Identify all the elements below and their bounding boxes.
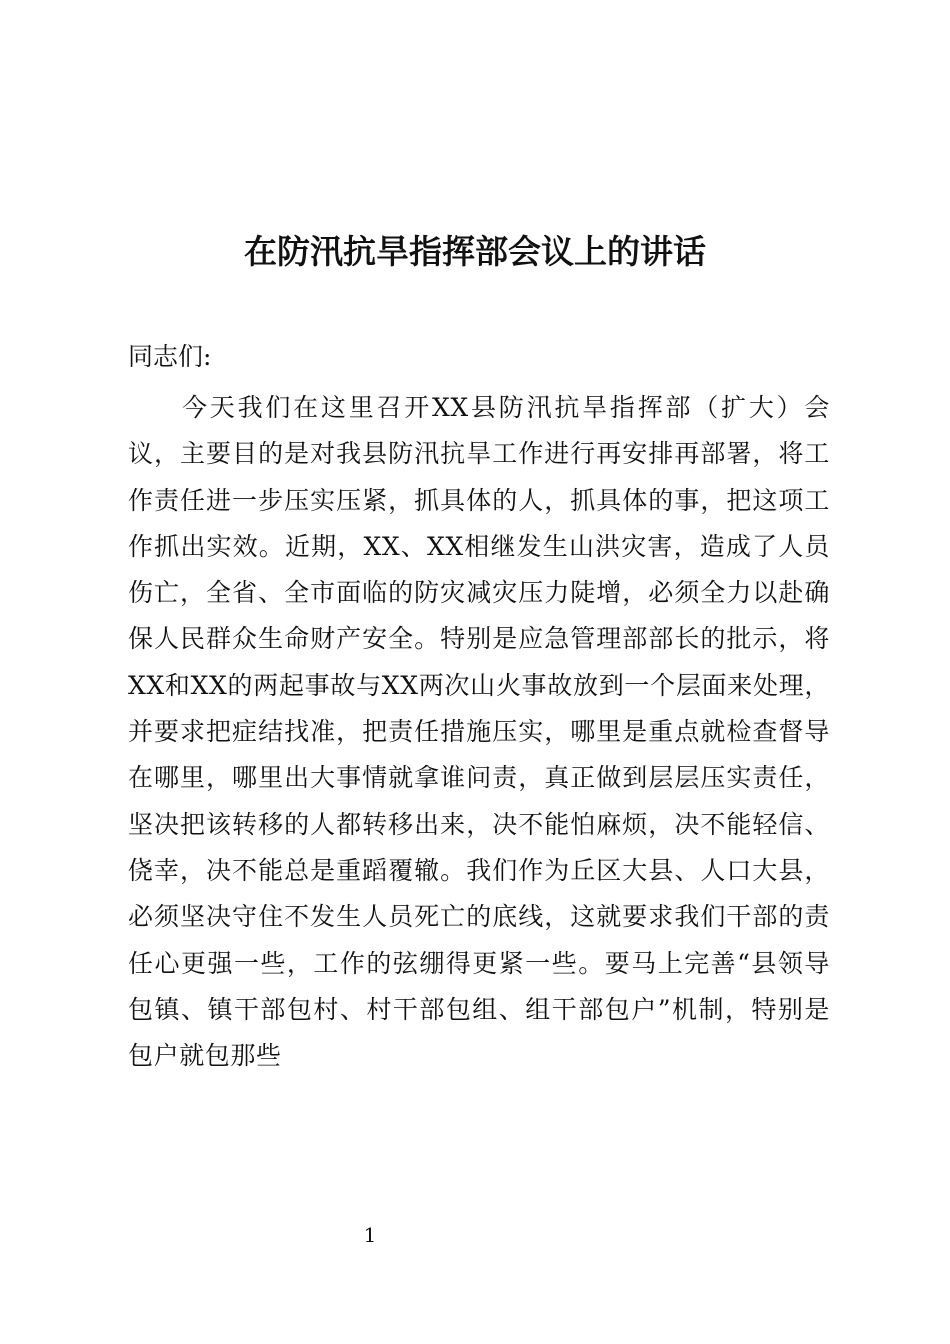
body-paragraph: 今天我们在这里召开XX县防汛抗旱指挥部（扩大）会议，主要目的是对我县防汛抗旱工作进行再安排再部署，将工作责任进一步压实压紧，抓具体的人，抓具体的事，把这项工作抓出实效。近期，XX、XX相继发生山洪灾害，造成了人员伤亡，全省、全市面临的防灾减灾压力陡增，必须全力以赴确保人民群众生命财产安全。特别是应急管理部部长的批示，将XX和XX的两起事故与XX两次山火事故放到一个层面来处理，并要求把症结找准，把责任措施压实，哪里是重点就检查督导在哪里，哪里出大事情就拿谁问责，真正做到层层压实责任，坚决把该转移的人都转移出来，决不能怕麻烦，决不能轻信、侥幸，决不能总是重蹈覆辙。我们作为丘区大县、人口大县，必须坚决守住不发生人员死亡的底线，这就要求我们干部的责任心更强一些，工作的弦绷得更紧一些。要马上完善“县领导包镇、镇干部包村、村干部包组、组干部包户”机制，特别是包户就包那些 <box>128 393 830 1071</box>
page-number: 1 <box>363 1223 377 1247</box>
document-title: 在防汛抗旱指挥部会议上的讲话 <box>244 232 706 271</box>
salutation: 同志们: <box>128 342 212 371</box>
